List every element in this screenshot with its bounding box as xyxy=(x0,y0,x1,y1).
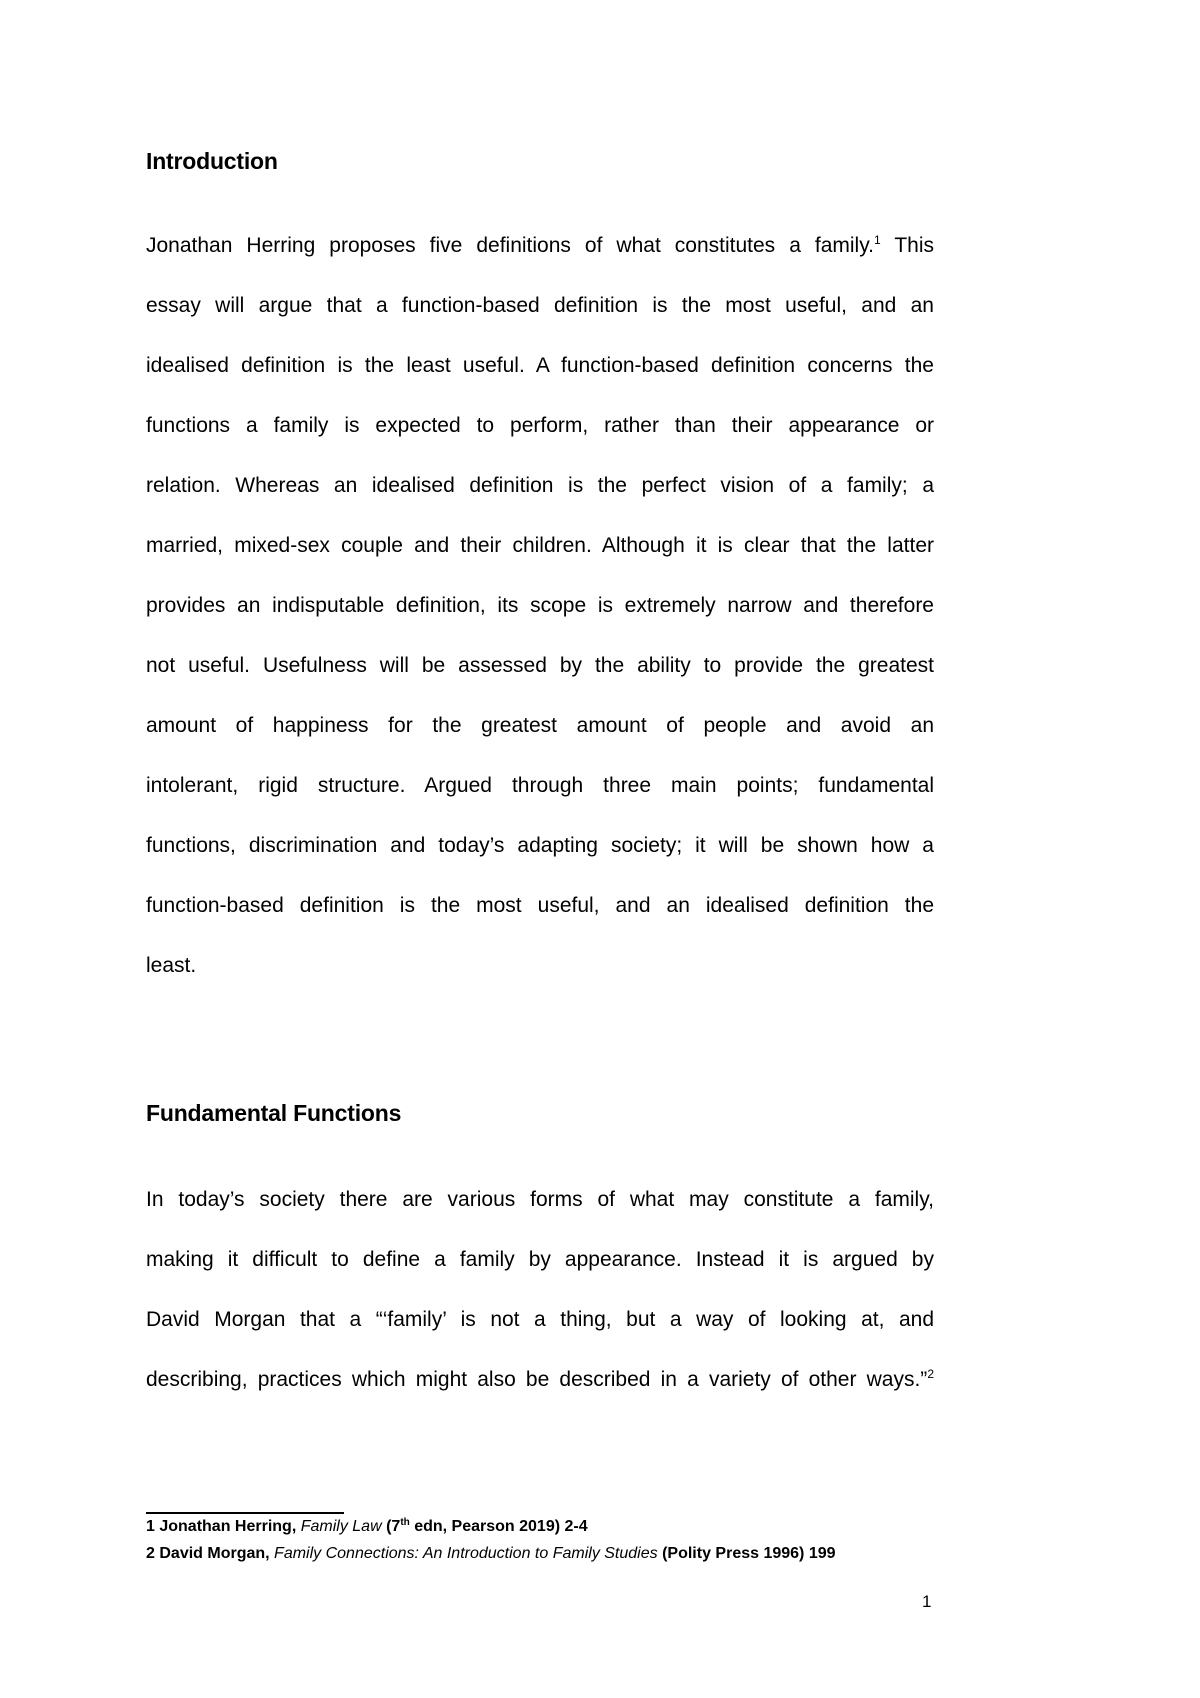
heading-introduction: Introduction xyxy=(146,148,278,174)
paragraph-line: function-based definition is the most useful, and an idealised definition the xyxy=(146,894,934,917)
footnote-reference[interactable]: 2 xyxy=(927,1367,934,1381)
paragraph-line: making it difficult to define a family by appearance. Instead it is argued by xyxy=(146,1248,934,1271)
paragraph-line: idealised definition is the least useful. A function-based definition concerns the xyxy=(146,354,934,377)
paragraph-line: Jonathan Herring proposes five definitions of what constitutes a family.$^1$ This xyxy=(146,233,934,257)
paragraph-line: intolerant, rigid structure. Argued through three main points; fundamental xyxy=(146,774,934,797)
paragraph-line: married, mixed-sex couple and their children. Although it is clear that the latter xyxy=(146,534,934,557)
paragraph-line: provides an indisputable definition, its scope is extremely narrow and therefore xyxy=(146,594,934,617)
paragraph-line: relation. Whereas an idealised definition is the perfect vision of a family; a xyxy=(146,474,934,497)
paragraph-line: least. xyxy=(146,954,197,977)
paragraph-line: David Morgan that a “‘family’ is not a thing, but a way of looking at, and xyxy=(146,1308,934,1331)
paragraph-line: In today’s society there are various forms of what may constitute a family, xyxy=(146,1188,934,1211)
paragraph-line: functions a family is expected to perform, rather than their appearance or xyxy=(146,414,934,437)
footnote-reference[interactable]: 1 xyxy=(874,233,881,247)
paragraph-line: functions, discrimination and today’s adapting society; it will be shown how a xyxy=(146,834,934,857)
paragraph-line: describing, practices which might also be described in a variety of other ways.”$^2$ xyxy=(146,1367,934,1391)
footnote-title: Family Connections: An Introduction to Family Studies xyxy=(274,1545,658,1562)
fundamental-functions-paragraph xyxy=(146,1170,934,1410)
paragraph-line: essay will argue that a function-based definition is the most useful, and an xyxy=(146,294,934,317)
footnote-1: 1 Jonathan Herring, Family Law (7th edn, Pearson 2019) 2-4 xyxy=(146,1517,588,1535)
footnote-title: Family Law xyxy=(300,1518,382,1535)
footnote-separator xyxy=(146,1512,344,1514)
introduction-paragraph xyxy=(146,216,934,996)
paragraph-line: not useful. Usefulness will be assessed by the ability to provide the greatest xyxy=(146,654,934,677)
page-number: 1 xyxy=(922,1592,932,1611)
heading-fundamental-functions: Fundamental Functions xyxy=(146,1100,402,1126)
footnote-2: 2 David Morgan, Family Connections: An Introduction to Family Studies (Polity Press 1996) 199 xyxy=(146,1545,836,1562)
paragraph-line: amount of happiness for the greatest amount of people and avoid an xyxy=(146,714,934,737)
